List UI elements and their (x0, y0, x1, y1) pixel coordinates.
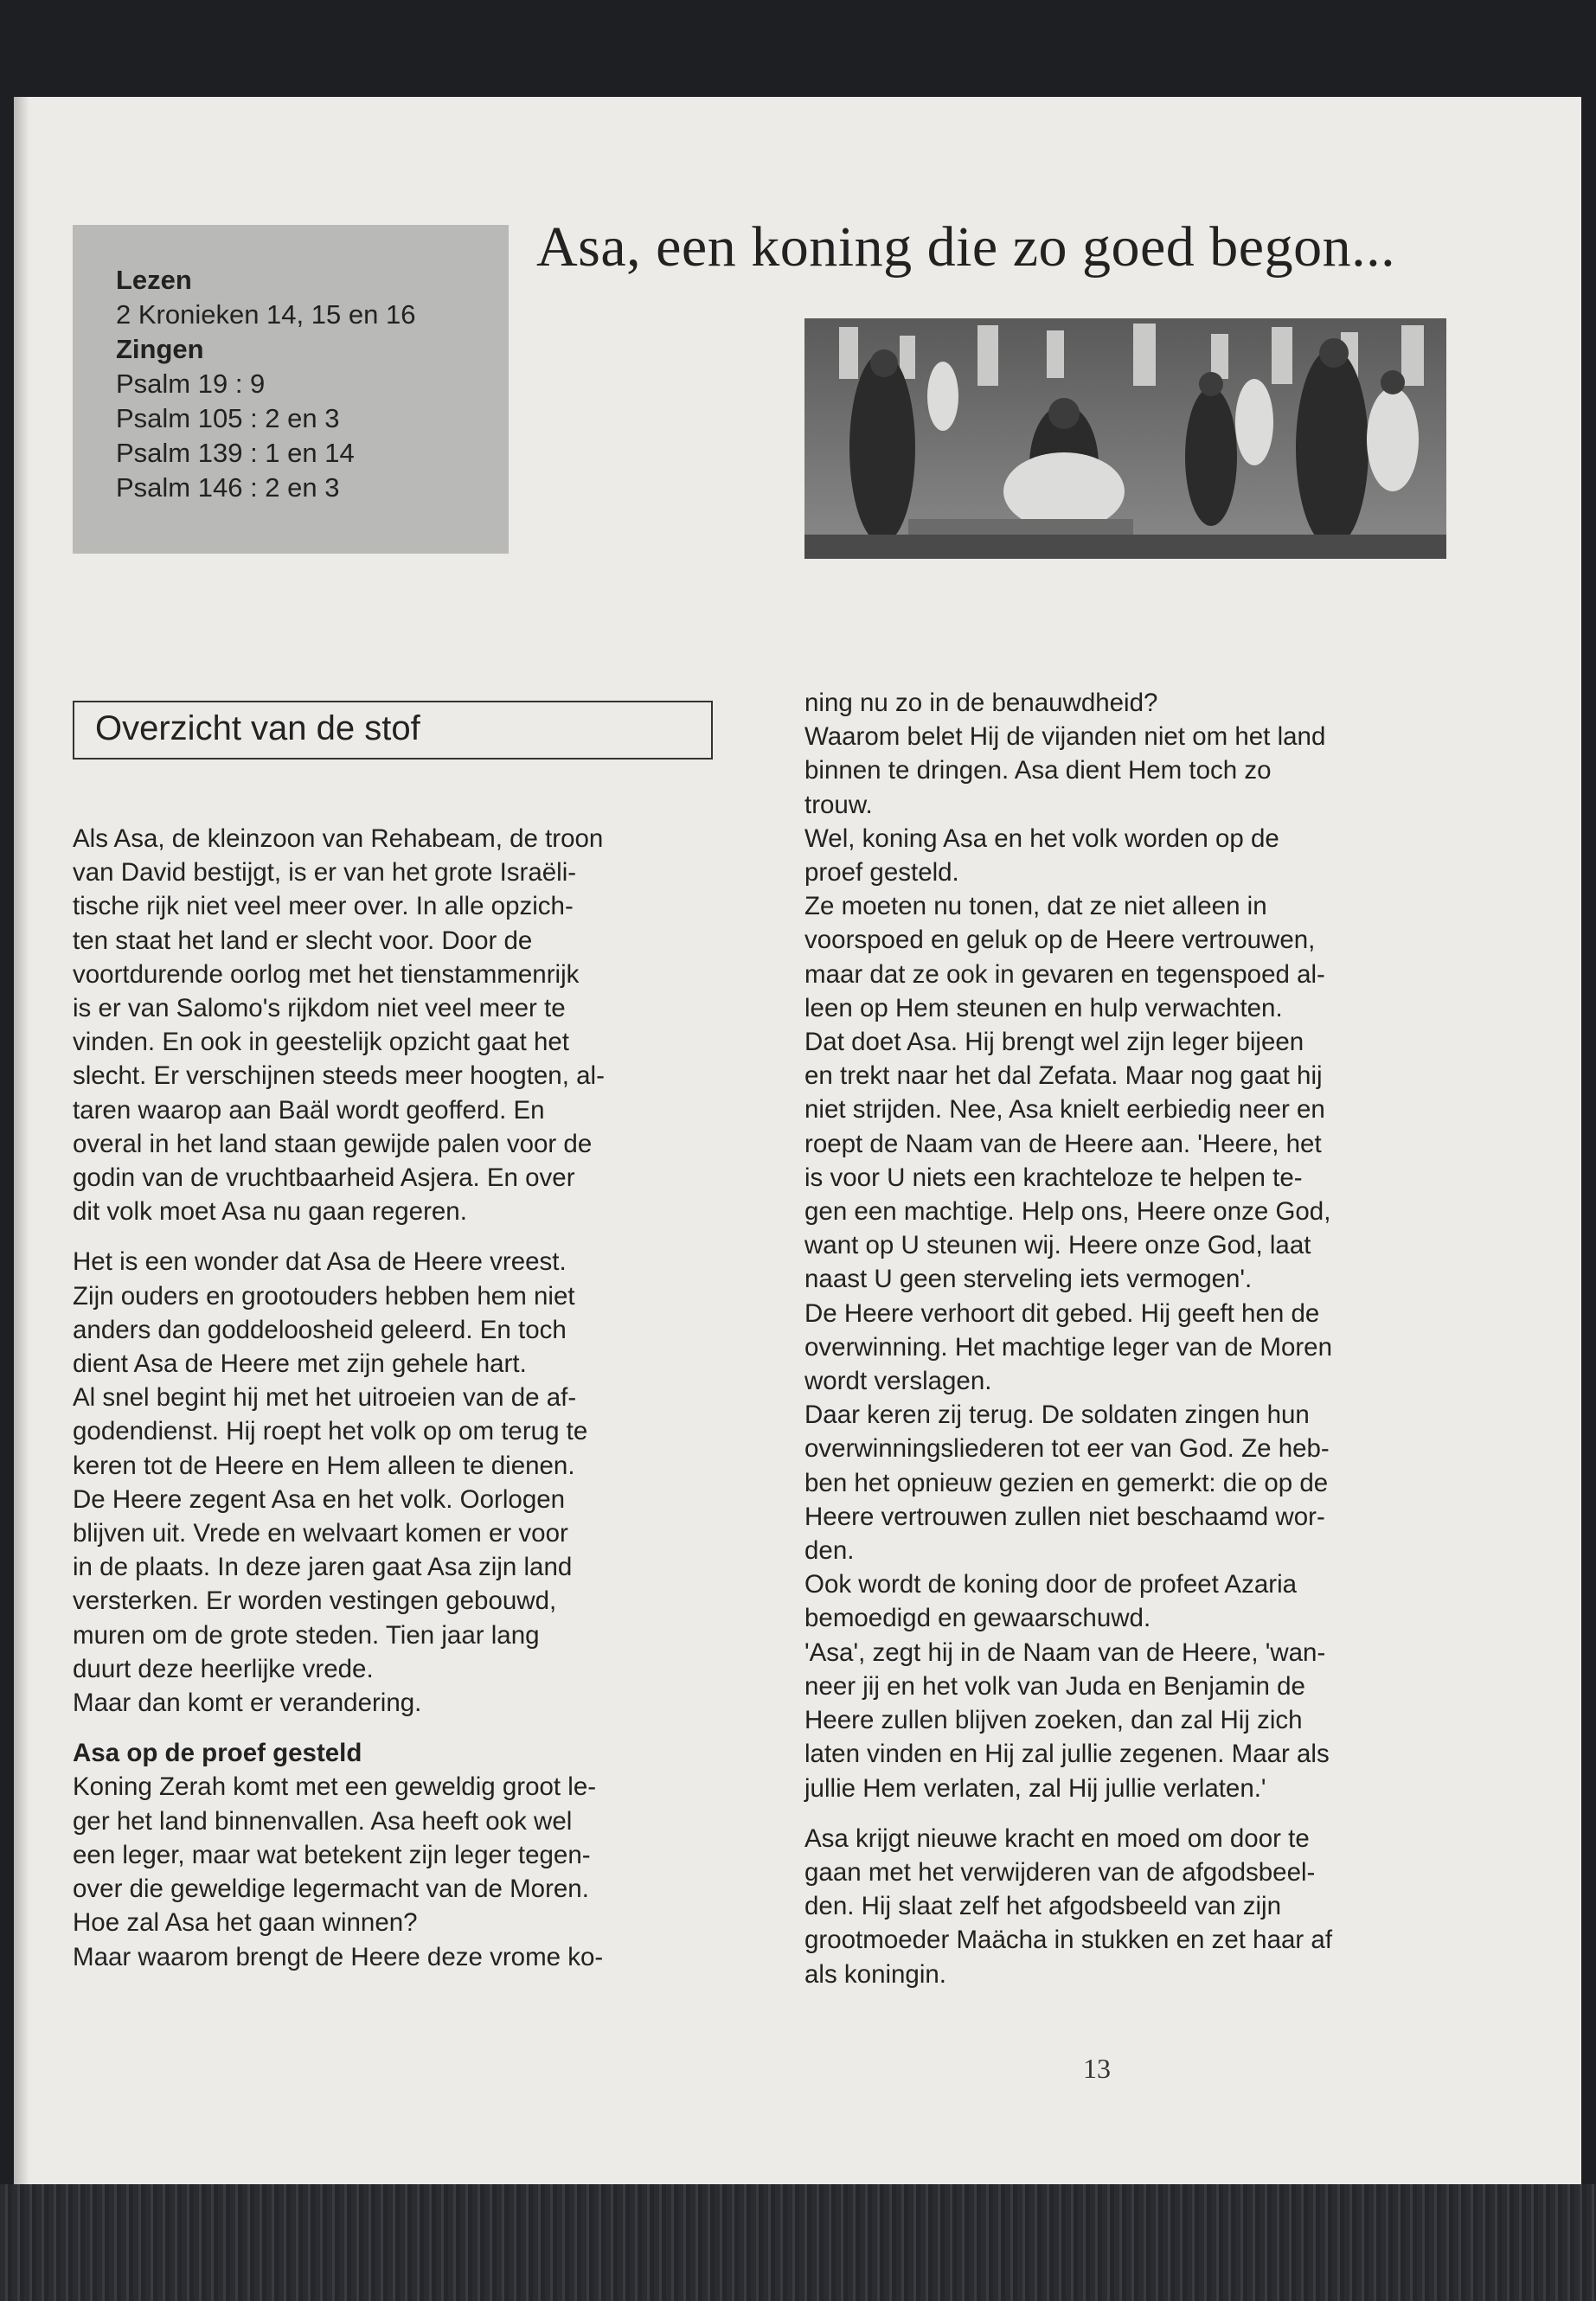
text-line: 'Asa', zegt hij in de Naam van de Heere, 'wan- (804, 1638, 1326, 1667)
reading-list-item: 2 Kronieken 14, 15 en 16 (116, 299, 416, 330)
text-line: dit volk moet Asa nu gaan regeren. (73, 1197, 467, 1227)
text-line: vinden. En ook in geestelijk opzicht gaat het (73, 1028, 569, 1057)
text-line: De Heere verhoort dit gebed. Hij geeft hen de (804, 1298, 1320, 1328)
text-line: taren waarop aan Baäl wordt geofferd. En (73, 1095, 545, 1125)
text-line: godendienst. Hij roept het volk op om terug te (73, 1417, 588, 1446)
text-line: Als Asa, de kleinzoon van Rehabeam, de troon (73, 824, 604, 853)
text-line: over die geweldige legermacht van de Moren. (73, 1875, 589, 1904)
text-line: naast U geen sterveling iets vermogen'. (804, 1265, 1253, 1294)
book-edge (0, 2184, 1596, 2301)
text-line: in de plaats. In deze jaren gaat Asa zijn land (73, 1553, 573, 1582)
text-line: roept de Naam van de Heere aan. 'Heere, het (804, 1129, 1322, 1158)
paragraph-gap (73, 1720, 713, 1736)
text-line: tische rijk niet veel meer over. In alle opzich- (73, 892, 574, 921)
text-line: Waarom belet Hij de vijanden niet om het land (804, 722, 1326, 752)
text-line: binnen te dringen. Asa dient Hem toch zo (804, 756, 1272, 785)
text-line: den. Hij slaat zelf het afgodsbeeld van zijn (804, 1892, 1282, 1921)
text-line: overwinningsliederen tot eer van God. Ze heb- (804, 1434, 1330, 1464)
page-gutter-shadow (14, 97, 29, 2208)
text-line: is voor U niets een krachteloze te helpen te- (804, 1163, 1303, 1192)
reading-list-heading: Zingen (116, 334, 204, 364)
text-line: als koningin. (804, 1959, 946, 1989)
text-line: anders dan goddeloosheid geleerd. En toch (73, 1315, 567, 1344)
text-line: Koning Zerah komt met een geweldig groot le- (73, 1772, 597, 1802)
text-line: Het is een wonder dat Asa de Heere vreest. (73, 1247, 567, 1277)
text-line: bemoedigd en gewaarschuwd. (804, 1604, 1151, 1633)
text-line: Daar keren zij terug. De soldaten zingen hun (804, 1400, 1310, 1430)
text-line: neer jij en het volk van Juda en Benjamin de (804, 1671, 1305, 1701)
text-line: voorspoed en geluk op de Heere vertrouwen, (804, 926, 1316, 955)
text-line: laten vinden en Hij zal jullie zegenen. Maar als (804, 1740, 1330, 1769)
right-text-column (804, 686, 1445, 1991)
reading-list (116, 263, 415, 505)
text-line: Ze moeten nu tonen, dat ze niet alleen in (804, 892, 1267, 921)
page-title: Asa, een koning die zo goed begon... (536, 215, 1396, 279)
text-line: jullie Hem verlaten, zal Hij jullie verlaten.' (804, 1773, 1266, 1803)
text-line: Dat doet Asa. Hij brengt wel zijn leger bijeen (804, 1028, 1304, 1057)
text-line: Zijn ouders en grootouders hebben hem niet (73, 1281, 575, 1311)
text-line: een leger, maar wat betekent zijn leger tegen- (73, 1840, 591, 1869)
text-line: De Heere zegent Asa en het volk. Oorlogen (73, 1484, 566, 1514)
text-line: wordt verslagen. (804, 1367, 992, 1396)
text-line: overal in het land staan gewijde palen voor de (73, 1129, 593, 1158)
text-line: Al snel begint hij met het uitroeien van de af- (73, 1383, 577, 1413)
reading-list-item: Psalm 139 : 1 en 14 (116, 438, 355, 468)
text-line: Maar dan komt er verandering. (73, 1689, 422, 1718)
text-line: versterken. Er worden vestingen gebouwd, (73, 1586, 557, 1616)
paragraph-gap (804, 1805, 1445, 1822)
text-line: duurt deze heerlijke vrede. (73, 1654, 374, 1683)
text-line: Ook wordt de koning door de profeet Azaria (804, 1570, 1298, 1599)
text-line: leen op Hem steunen en hulp verwachten. (804, 993, 1283, 1022)
text-line: Maar waarom brengt de Heere deze vrome ko- (73, 1942, 604, 1971)
subheading: Asa op de proef gesteld (73, 1739, 362, 1768)
text-line: blijven uit. Vrede en welvaart komen er voor (73, 1519, 568, 1548)
text-line: niet strijden. Nee, Asa knielt eerbiedig neer en (804, 1095, 1325, 1125)
text-line: ten staat het land er slecht voor. Door de (73, 926, 533, 955)
reading-list-heading: Lezen (116, 265, 192, 295)
text-line: grootmoeder Maächa in stukken en zet haar af (804, 1926, 1333, 1955)
section-heading-box (73, 701, 713, 760)
left-text-column (73, 822, 713, 1974)
text-line: Asa krijgt nieuwe kracht en moed om door te (804, 1823, 1310, 1853)
text-line: gen een machtige. Help ons, Heere onze God, (804, 1197, 1331, 1227)
text-line: dient Asa de Heere met zijn gehele hart. (73, 1349, 527, 1379)
reading-list-item: Psalm 19 : 9 (116, 369, 266, 399)
text-line: voortdurende oorlog met het tienstammenrijk (73, 959, 580, 989)
text-line: Heere vertrouwen zullen niet beschaamd wor- (804, 1502, 1325, 1531)
text-line: want op U steunen wij. Heere onze God, laat (804, 1231, 1311, 1260)
text-line: maar dat ze ook in gevaren en tegenspoed al- (804, 959, 1325, 989)
text-line: keren tot de Heere en Hem alleen te dienen. (73, 1451, 575, 1480)
reading-list-box (73, 225, 509, 554)
text-line: ger het land binnenvallen. Asa heeft ook wel (73, 1806, 573, 1836)
text-line: muren om de grote steden. Tien jaar lang (73, 1620, 540, 1650)
reading-list-item: Psalm 146 : 2 en 3 (116, 472, 340, 503)
text-line: en trekt naar het dal Zefata. Maar nog gaat hij (804, 1061, 1323, 1091)
text-line: van David bestijgt, is er van het grote Israëli- (73, 858, 577, 888)
section-heading: Overzicht van de stof (95, 709, 420, 747)
text-line: Heere zullen blijven zoeken, dan zal Hij zich (804, 1706, 1303, 1735)
text-line: Wel, koning Asa en het volk worden op de (804, 824, 1279, 853)
text-line: ning nu zo in de benauwdheid? (804, 689, 1158, 717)
reading-list-item: Psalm 105 : 2 en 3 (116, 403, 340, 433)
text-line: godin van de vruchtbaarheid Asjera. En over (73, 1163, 575, 1193)
text-line: ben het opnieuw gezien en gemerkt: die op de (804, 1468, 1329, 1497)
page-number: 13 (1083, 2053, 1111, 2084)
text-line: slecht. Er verschijnen steeds meer hoogten, al- (73, 1061, 605, 1091)
paragraph-gap (73, 1228, 713, 1245)
illustration-king-asa (804, 318, 1446, 559)
text-line: proef gesteld. (804, 858, 959, 888)
text-line: den. (804, 1536, 855, 1566)
text-line: gaan met het verwijderen van de afgodsbeel- (804, 1857, 1316, 1887)
text-line: Hoe zal Asa het gaan winnen? (73, 1908, 418, 1938)
text-line: overwinning. Het machtige leger van de Moren (804, 1332, 1332, 1362)
text-line: is er van Salomo's rijkdom niet veel meer te (73, 994, 566, 1023)
text-line: trouw. (804, 790, 873, 819)
